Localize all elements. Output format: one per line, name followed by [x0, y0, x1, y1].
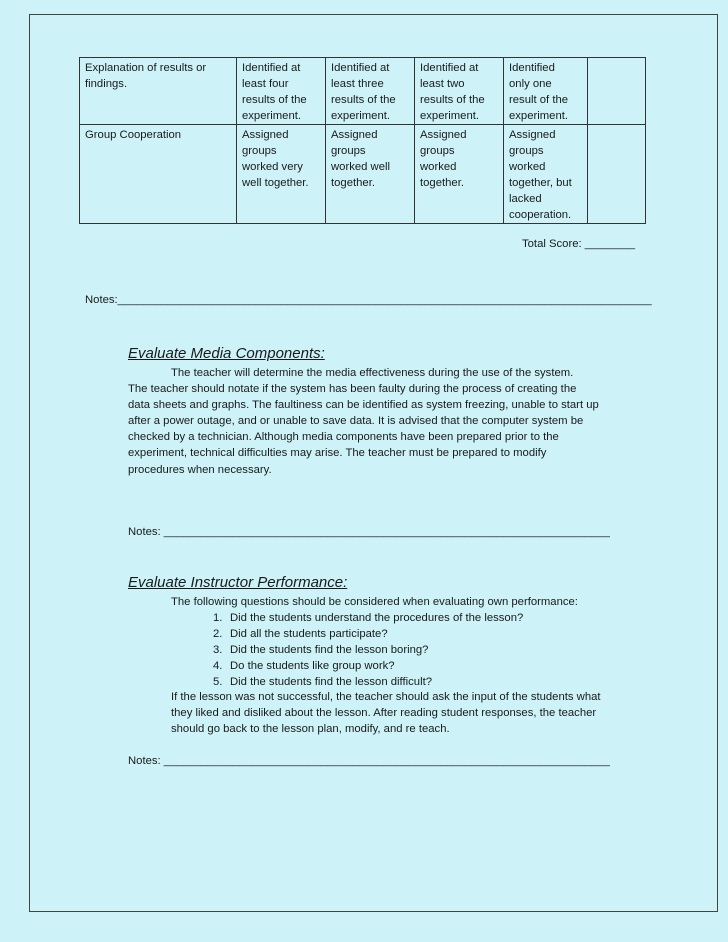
paragraph-line: The teacher will determine the media effectiveness during the use of the system.	[171, 367, 574, 379]
list-text: Did all the students participate?	[230, 628, 388, 641]
cell-line: experiment.	[509, 110, 569, 122]
cell-line: least three	[331, 78, 384, 90]
level-cell	[326, 125, 415, 224]
cell-line: result of the	[509, 94, 569, 106]
media-notes-line: Notes: _______________________________________________________________________	[128, 526, 610, 538]
cell-line: together.	[420, 177, 464, 189]
cell-line: worked well	[331, 161, 391, 173]
cell-line: Identified	[509, 62, 555, 74]
list-text: Did the students understand the procedures of the lesson?	[230, 612, 524, 624]
cell-line: Group Cooperation	[85, 129, 182, 141]
level-cell	[237, 125, 326, 224]
cell-line: groups	[420, 145, 455, 157]
total-score: Total Score: ________	[522, 238, 636, 250]
cell-line: well together.	[242, 177, 309, 189]
level-cell	[504, 58, 588, 125]
paragraph-line: data sheets and graphs. The faultiness can be identified as system freezing, unable to start up	[128, 399, 599, 412]
cell-line: groups	[242, 145, 277, 157]
media-heading: Evaluate Media Components:	[128, 345, 325, 362]
cell-line: together.	[331, 177, 375, 189]
cell-line: least four	[242, 78, 289, 90]
cell-line: Identified at	[331, 62, 390, 74]
level-cell	[504, 125, 588, 224]
table-row	[80, 58, 646, 125]
cell-line: groups	[331, 145, 366, 157]
list-item	[213, 642, 523, 658]
paragraph-line: If the lesson was not successful, the teacher should ask the input of the students what	[171, 691, 601, 703]
level-cell	[415, 58, 504, 125]
list-number: 1.	[213, 612, 223, 624]
cell-line: Explanation of results or	[85, 62, 207, 74]
cell-line: experiment.	[242, 110, 302, 122]
list-text: Did the students find the lesson boring?	[230, 644, 429, 657]
level-cell	[326, 58, 415, 125]
cell-line: cooperation.	[509, 209, 572, 221]
list-item	[213, 626, 523, 642]
list-text: Did the students find the lesson difficult?	[230, 676, 433, 689]
instructor-closing	[171, 689, 601, 737]
paragraph-line: they liked and disliked about the lesson. After reading student responses, the teacher	[171, 707, 597, 720]
list-text: Do the students like group work?	[230, 660, 395, 673]
cell-line: experiment.	[331, 110, 391, 122]
question-list	[213, 610, 523, 690]
paragraph-line: The teacher should notate if the system has been faulty during the process of creating the	[128, 383, 577, 396]
rubric-table	[79, 57, 646, 224]
cell-line: findings.	[85, 78, 128, 90]
empty-cell	[588, 125, 646, 224]
table-row	[80, 125, 646, 224]
cell-line: worked	[420, 161, 457, 173]
cell-line: experiment.	[420, 110, 480, 122]
criterion-cell	[80, 125, 237, 224]
paragraph-line: should go back to the lesson plan, modify, and re teach.	[171, 723, 450, 736]
level-cell	[237, 58, 326, 125]
list-item	[213, 610, 523, 626]
notes-line: Notes:_____________________________________________________________________________________	[85, 294, 652, 306]
list-number: 3.	[213, 644, 223, 657]
cell-line: worked very	[242, 161, 303, 173]
cell-line: groups	[509, 145, 544, 157]
cell-line: Assigned	[509, 129, 556, 141]
instructor-intro: The following questions should be considered when evaluating own performance:	[171, 596, 578, 608]
level-cell	[415, 125, 504, 224]
cell-line: Assigned	[331, 129, 378, 141]
list-item	[213, 658, 523, 674]
cell-line: worked	[509, 161, 546, 173]
cell-line: Assigned	[242, 129, 289, 141]
cell-line: Identified at	[242, 62, 301, 74]
cell-line: lacked	[509, 193, 542, 205]
list-number: 2.	[213, 628, 223, 641]
cell-line: only one	[509, 78, 552, 90]
instructor-notes-line: Notes: _______________________________________________________________________	[128, 755, 610, 767]
cell-line: results of the	[420, 94, 485, 106]
cell-line: results of the	[331, 94, 396, 106]
list-number: 4.	[213, 660, 223, 673]
cell-line: Identified at	[420, 62, 479, 74]
cell-line: least two	[420, 78, 465, 90]
paragraph-line: procedures when necessary.	[128, 463, 272, 476]
empty-cell	[588, 58, 646, 125]
cell-line: together, but	[509, 177, 572, 189]
paragraph-line: after a power outage, and or unable to save data. It is advised that the computer system be	[128, 415, 584, 428]
cell-line: Assigned	[420, 129, 467, 141]
media-paragraph	[128, 365, 599, 478]
criterion-cell	[80, 58, 237, 125]
paragraph-line: experiment, technical difficulties may arise. The teacher must be prepared to modify	[128, 447, 547, 460]
cell-line: results of the	[242, 94, 307, 106]
paragraph-line: checked by a technician. Although media components have been prepared prior to the	[128, 431, 559, 444]
list-number: 5.	[213, 676, 223, 689]
instructor-heading: Evaluate Instructor Performance:	[128, 574, 348, 591]
